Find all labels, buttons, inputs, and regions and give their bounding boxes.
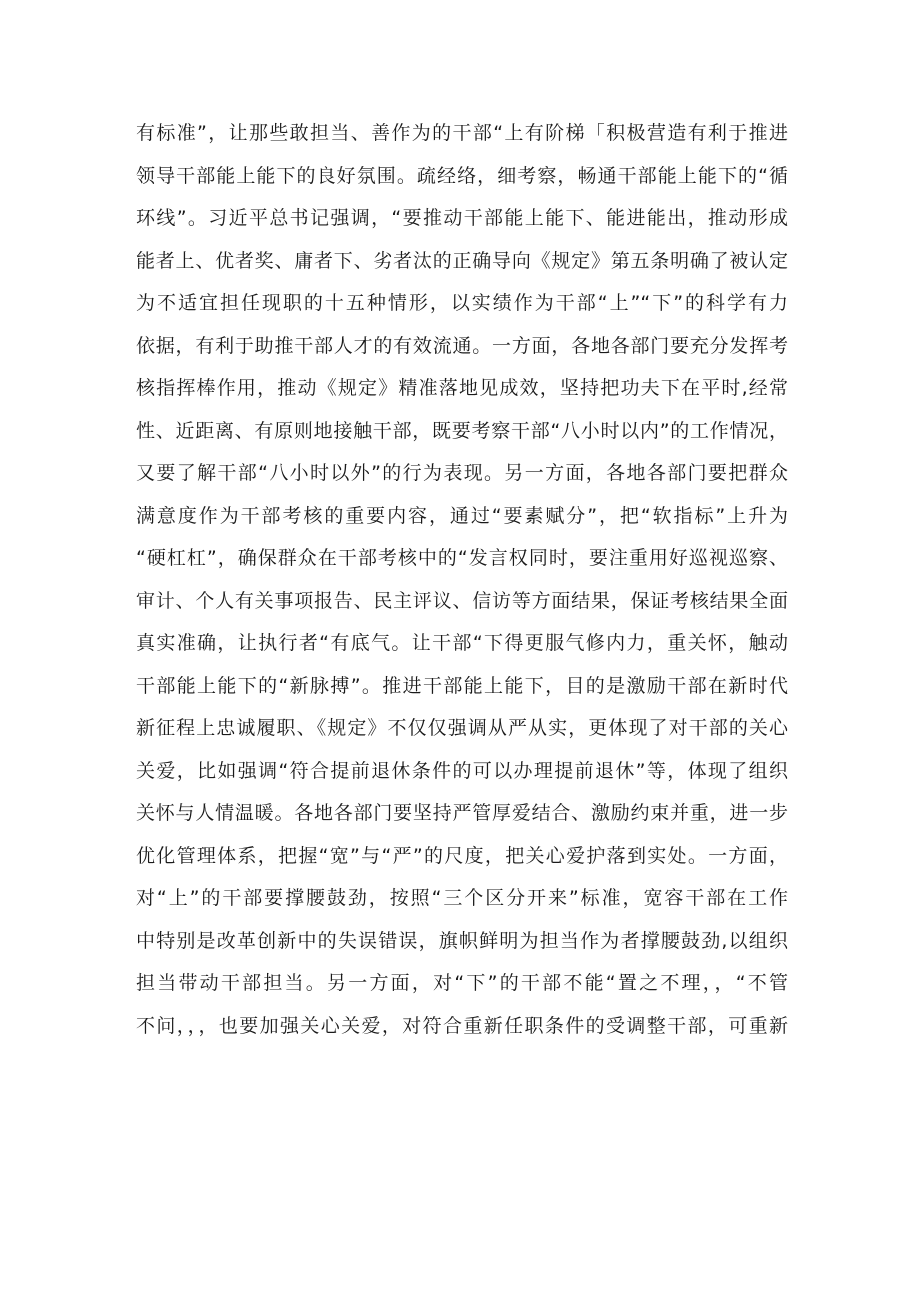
text-line: 新征程上忠诚履职、《规定》不仅仅强调从严从实，更体现了对干部的关心 [136, 717, 788, 739]
text-line: 有标准”，让那些敢担当、善作为的干部“上有阶梯「积极营造有利于推进 [136, 122, 788, 144]
text-line: “硬杠杠”，确保群众在干部考核中的“发言权同时，要注重用好巡视巡察、 [136, 547, 788, 569]
text-line: 又要了解干部“八小时以外”的行为表现。另一方面，各地各部门要把群众 [136, 462, 788, 484]
text-line: 担当带动干部担当。另一方面，对“下”的干部不能“置之不理，，“不管 [136, 972, 788, 994]
text-line: 干部能上能下的“新脉搏”。推进干部能上能下，目的是激励干部在新时代 [136, 674, 788, 697]
text-line: 真实准确，让执行者“有底气。让干部“下得更服气修内力，重关怀，触动 [136, 632, 788, 654]
text-line: 审计、个人有关事项报告、民主评议、信访等方面结果，保证考核结果全面 [136, 589, 788, 612]
text-line: 环线”。习近平总书记强调，“要推动干部能上能下、能进能出，推动形成 [136, 207, 788, 229]
text-line: 优化管理体系，把握“宽”与“严”的尺度，把关心爱护落到实处。一方面， [136, 844, 788, 867]
text-line: 中特别是改革创新中的失误错误，旗帜鲜明为担当作为者撑腰鼓劲,以组织 [136, 929, 788, 952]
text-line: 关爱，比如强调“符合提前退休条件的可以办理提前退休”等，体现了组织 [136, 759, 788, 782]
text-line: 满意度作为干部考核的重要内容，通过“要素赋分”，把“软指标”上升为 [136, 504, 788, 527]
text-line: 不问，，，也要加强关心关爱，对符合重新任职条件的受调整干部，可重新 [136, 1014, 788, 1037]
text-line: 领导干部能上能下的良好氛围。疏经络，细考察，畅通干部能上能下的“循 [136, 164, 788, 187]
text-line: 性、近距离、有原则地接触干部，既要考察干部“八小时以内”的工作情况， [136, 419, 788, 442]
text-line: 依据，有利于助推干部人才的有效流通。一方面，各地各部门要充分发挥考 [136, 334, 788, 357]
text-line: 核指挥棒作用，推动《规定》精准落地见成效，坚持把功夫下在平时,经常 [136, 377, 788, 399]
text-line: 对“上”的干部要撑腰鼓劲，按照“三个区分开来”标准，宽容干部在工作 [136, 887, 788, 909]
text-line: 能者上、优者奖、庸者下、劣者汰的正确导向《规定》第五条明确了被认定 [136, 249, 788, 272]
text-line: 关怀与人情温暖。各地各部门要坚持严管厚爱结合、激励约束并重，进一步 [136, 802, 788, 824]
text-line: 为不适宜担任现职的十五种情形，以实绩作为干部“上”“下”的科学有力 [136, 292, 788, 314]
body-text [136, 112, 788, 1047]
